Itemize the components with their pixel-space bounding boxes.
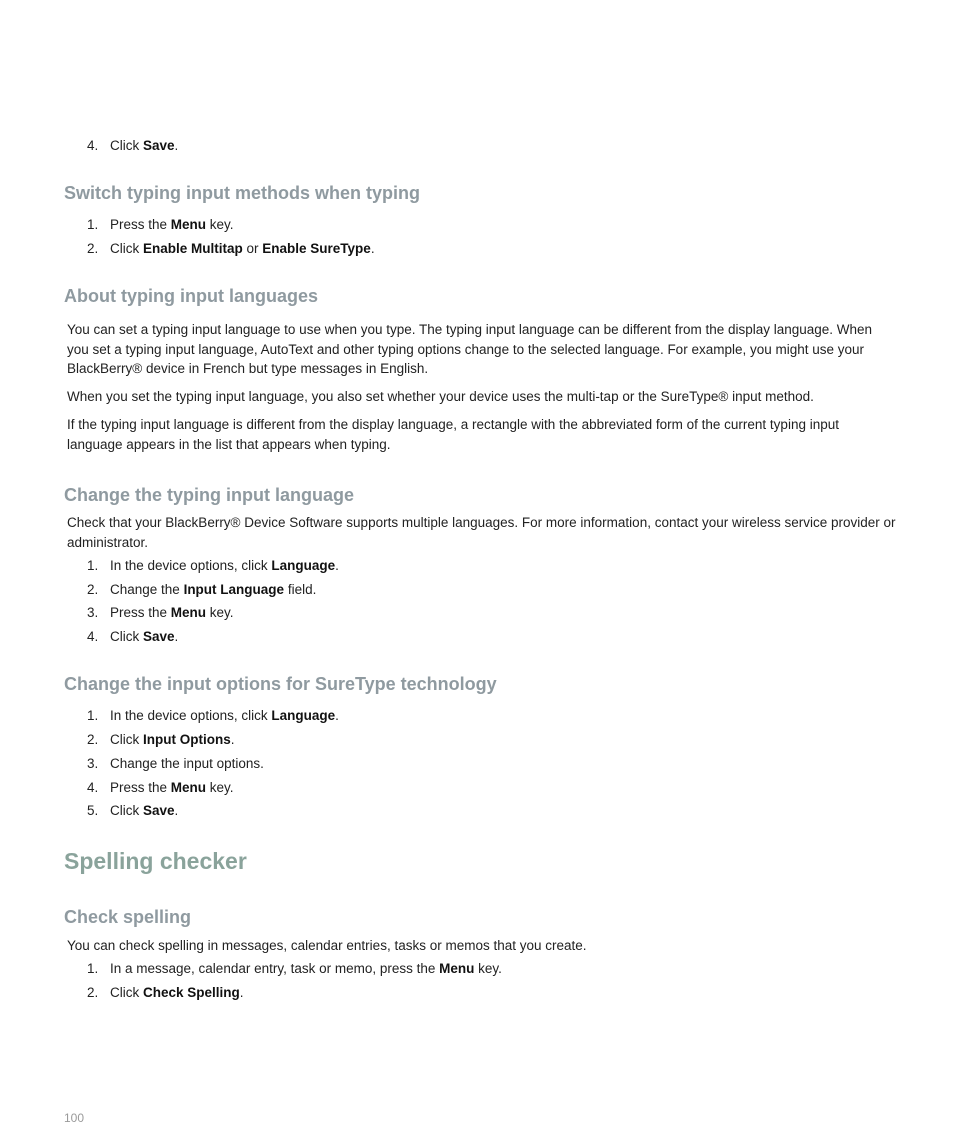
- step-item: 4. Click Save.: [87, 629, 179, 644]
- chapter-title-spelling-checker: Spelling checker: [64, 848, 247, 874]
- section-heading-about-input-languages: About typing input languages: [64, 286, 318, 306]
- step-item: 4. Click Save.: [87, 138, 179, 153]
- section-heading-change-input-language: Change the typing input language: [64, 485, 354, 505]
- step-item: 2. Change the Input Language field.: [87, 582, 317, 597]
- section-heading-check-spelling: Check spelling: [64, 907, 192, 927]
- paragraph: You can check spelling in messages, calendar entries, tasks or memos that you create.: [67, 938, 587, 953]
- step-item: 1. In the device options, click Language.: [87, 558, 339, 573]
- step-number: 4.: [87, 138, 99, 153]
- paragraph: If the typing input language is different from the display language, a rectangle with the abbreviated form of the current typing input language appears in the list that appears when typing.: [67, 417, 839, 452]
- step-item: 1. In the device options, click Language.: [87, 708, 339, 723]
- paragraph: When you set the typing input language, you also set whether your device uses the multi-tap or the SureType® input method.: [67, 389, 814, 404]
- step-item: 3. Change the input options.: [87, 756, 264, 771]
- paragraph: You can set a typing input language to use when you type. The typing input language can be different from the display language. When you set a typing input language, AutoText and other typing options change to the selected language. For example, you might use your BlackBerry® device in French but type messages in English.: [67, 322, 873, 376]
- paragraph: Check that your BlackBerry® Device Software supports multiple languages. For more information, contact your wireless service provider or administrator.: [67, 515, 896, 550]
- section-heading-switch-input-methods: Switch typing input methods when typing: [64, 183, 420, 203]
- step-item: 2. Click Check Spelling.: [87, 985, 244, 1000]
- step-item: 2. Click Input Options.: [87, 732, 235, 747]
- step-item: 4. Press the Menu key.: [87, 780, 234, 795]
- step-item: 1. Press the Menu key.: [87, 217, 234, 232]
- step-item: 2. Click Enable Multitap or Enable SureType.: [87, 241, 375, 256]
- step-item: 1. In a message, calendar entry, task or memo, press the Menu key.: [87, 961, 502, 976]
- section-heading-suretype-options: Change the input options for SureType technology: [64, 674, 497, 694]
- page-number: 100: [64, 1111, 85, 1125]
- step-item: 3. Press the Menu key.: [87, 605, 234, 620]
- step-item: 5. Click Save.: [87, 803, 179, 818]
